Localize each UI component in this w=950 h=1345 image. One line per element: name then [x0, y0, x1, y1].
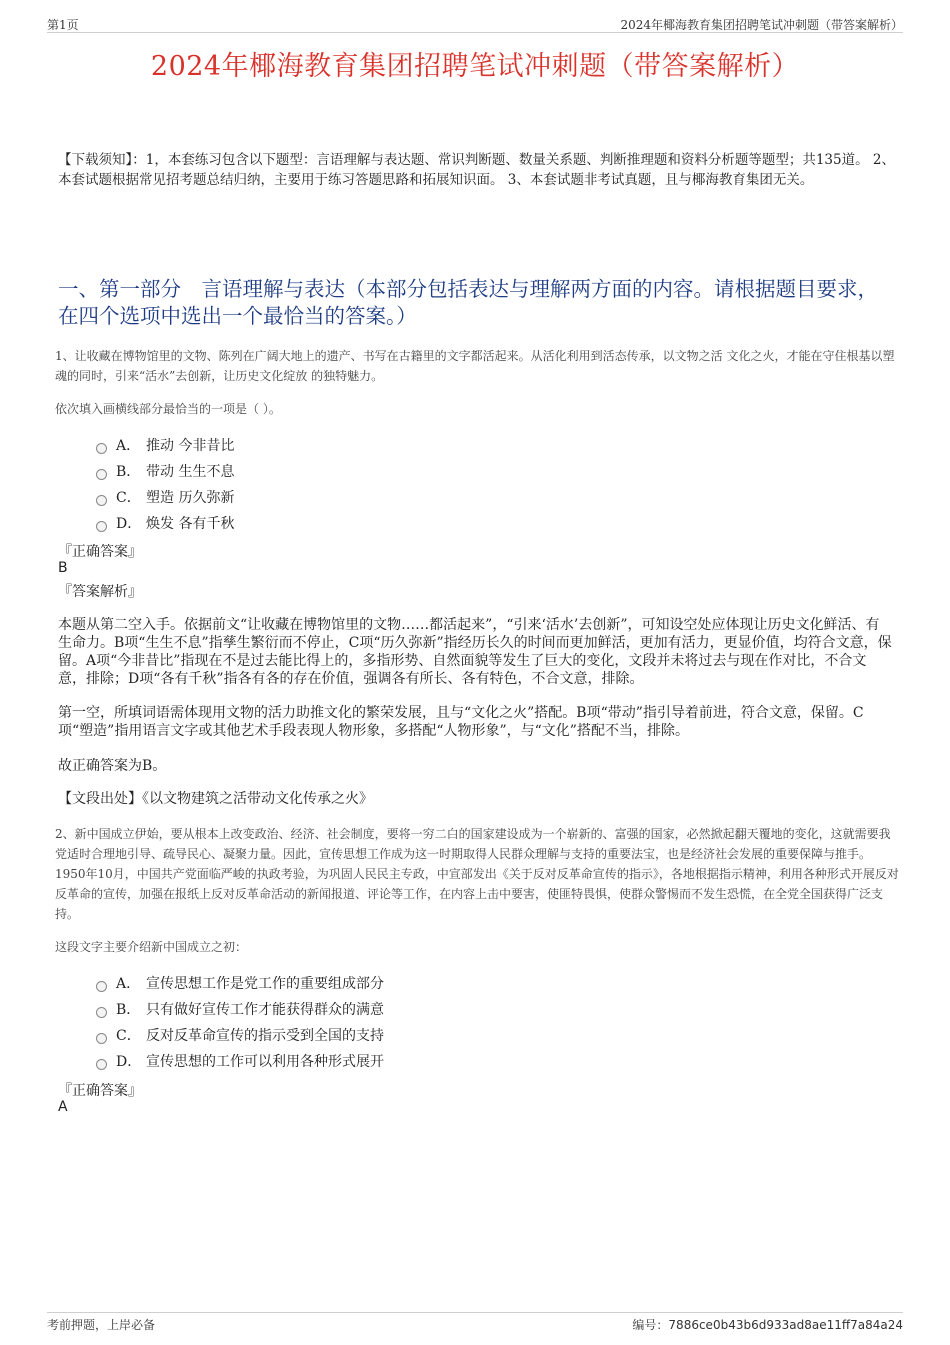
code-label: 编号：	[632, 1318, 669, 1332]
text-source: 【文段出处】《以文物建筑之活带动文化传承之火》	[58, 791, 373, 807]
page-header	[47, 14, 903, 33]
answer-label: 『正确答案』	[58, 544, 142, 560]
option-c[interactable]: C． 塑造 历久弥新	[96, 484, 496, 510]
answer-label: 『正确答案』	[58, 1083, 142, 1099]
analysis-conclusion: 故正确答案为B。	[58, 758, 167, 774]
section-heading: 一、第一部分 言语理解与表达（本部分包括表达与理解两方面的内容。请根据题目要求，在四个选项中选出一个最恰当的答案。）	[58, 277, 878, 328]
document-title: 2024年椰海教育集团招聘笔试冲刺题（带答案解析）	[150, 51, 800, 82]
answer-value: A	[58, 1099, 68, 1115]
question-1-prompt: 依次填入画横线部分最恰当的一项是（ ）。	[55, 402, 281, 416]
analysis-paragraph-1: 本题从第二空入手。依据前文“让收藏在博物馆里的文物……都活起来”，“引来‘活水’去创新”，可知设空处应体现让历史文化鲜活、有生命力。B项“生生不息”指孳生繁衍而不停止，C项“历久弥新”指经历长久的时间而更加鲜活，更加有活力，更显价值，均符合文意，保留。A项“今非昔比”指现在不是过去能比得上的，多指形势、自然面貌等发生了巨大的变化，文段并未将过去与现在作对比，不合文意，排除；D项“各有千秋”指各有各的存在价值，强调各有所长、各有特色，不合文意，排除。	[58, 617, 892, 687]
radio-icon[interactable]	[96, 981, 107, 992]
option-d[interactable]: D． 焕发 各有千秋	[96, 510, 496, 536]
question-2-options	[96, 970, 496, 1074]
option-a[interactable]: A． 宣传思想工作是党工作的重要组成部分	[96, 970, 496, 996]
option-a[interactable]: A． 推动 今非昔比	[96, 432, 496, 458]
radio-icon[interactable]	[96, 469, 107, 480]
analysis-label: 『答案解析』	[58, 584, 142, 600]
download-notice: 【下载须知】：1，本套练习包含以下题型：言语理解与表达题、常识判断题、数量关系题、判断推理题和资料分析题等题型；共135道。 2、本套试题根据常见招考题总结归纳，主要用于练习答题思路和拓展知识面。 3、本套试题非考试真题，且与椰海教育集团无关。	[58, 152, 895, 188]
question-2-text: 2、新中国成立伊始，要从根本上改变政治、经济、社会制度，要将一穷二白的国家建设成为一个崭新的、富强的国家，必然掀起翻天覆地的变化，这就需要我党适时合理地引导、疏导民心、凝聚力量。因此，宣传思想工作成为这一时期取得人民群众理解与支持的重要法宝，也是经济社会发展的重要保障与推手。1950年10月，中国共产党面临严峻的执政考验，为巩固人民民主专政，中宣部发出《关于反对反革命宣传的指示》，各地根据指示精神，利用各种形式开展反对反革命的宣传，加强在报纸上反对反革命活动的新闻报道、评论等工作，在内容上击中要害，使匪特畏惧，使群众警惕而不发生恐慌，在全党全国获得广泛支持。	[55, 827, 899, 921]
option-b[interactable]: B． 只有做好宣传工作才能获得群众的满意	[96, 996, 496, 1022]
radio-icon[interactable]	[96, 1033, 107, 1044]
code-value: 7886ce0b43b6d933ad8ae11ff7a84a24	[668, 1318, 903, 1332]
question-1-options	[96, 432, 496, 536]
radio-icon[interactable]	[96, 495, 107, 506]
option-c[interactable]: C． 反对反革命宣传的指示受到全国的支持	[96, 1022, 496, 1048]
radio-icon[interactable]	[96, 521, 107, 532]
radio-icon[interactable]	[96, 1007, 107, 1018]
option-d[interactable]: D． 宣传思想的工作可以利用各种形式展开	[96, 1048, 496, 1074]
analysis-paragraph-2: 第一空，所填词语需体现用文物的活力助推文化的繁荣发展，且与“文化之火”搭配。B项“带动”指引导着前进，符合文意，保留。C项“塑造”指用语言文字或其他艺术手段表现人物形象，多搭配“人物形象”，与“文化”搭配不当，排除。	[58, 705, 864, 739]
option-b[interactable]: B． 带动 生生不息	[96, 458, 496, 484]
header-doc-title: 2024年椰海教育集团招聘笔试冲刺题（带答案解析）	[620, 18, 903, 32]
radio-icon[interactable]	[96, 443, 107, 454]
radio-icon[interactable]	[96, 1059, 107, 1070]
question-1-text: 1、让收藏在博物馆里的文物、陈列在广阔大地上的遗产、书写在古籍里的文字都活起来。从活化利用到活态传承，以文物之活 文化之火，才能在守住根基以塑魂的同时，引来“活水”去创新，让历史文化绽放 的独特魅力。	[55, 349, 895, 383]
page-number: 第1页	[47, 18, 79, 32]
footer-slogan: 考前押题，上岸必备	[47, 1318, 156, 1332]
answer-value: B	[58, 560, 68, 576]
question-2-prompt: 这段文字主要介绍新中国成立之初：	[55, 940, 248, 954]
page-footer	[47, 1312, 903, 1335]
document-code	[632, 1316, 903, 1333]
